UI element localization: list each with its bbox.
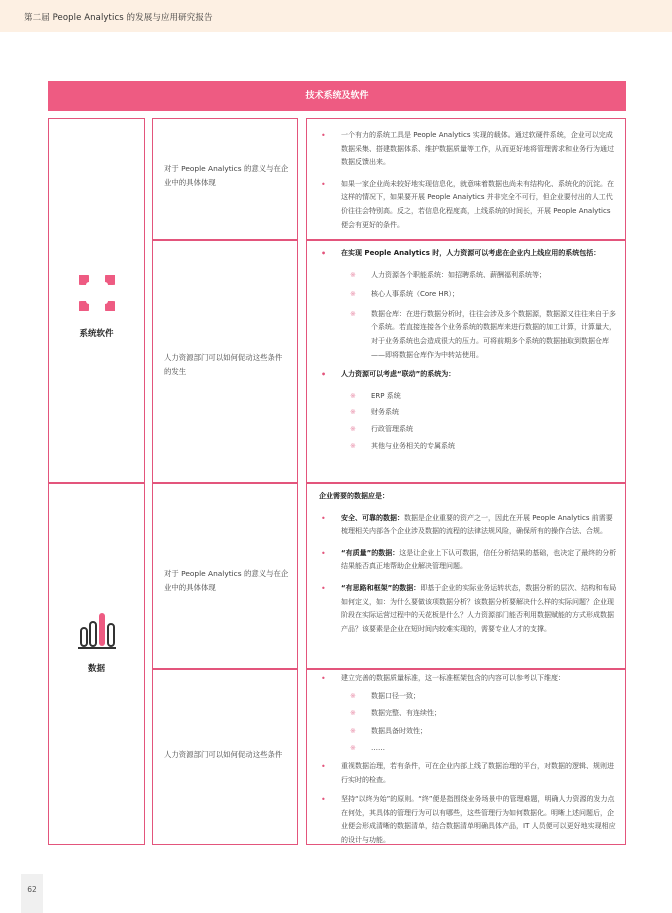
sub-item: ※ …… — [319, 742, 617, 756]
answer-cell — [306, 483, 626, 669]
sub-item: ※ ERP 系统 — [319, 390, 617, 404]
sub-item: ※ 数据具备时效性； — [319, 725, 617, 739]
bar-chart-icon — [78, 610, 116, 650]
bullet-lead: “有思路和框架”的数据： — [341, 583, 421, 592]
page-number: 62 — [21, 874, 43, 913]
bullet-lead: 安全、可靠的数据： — [341, 513, 404, 522]
category-cell-data — [48, 483, 145, 845]
sub-item: ※ 数据完整、有连续性； — [319, 707, 617, 721]
bullet-item — [319, 512, 617, 539]
bullet-item — [319, 547, 617, 574]
sub-item: ※ 数据口径一致； — [319, 690, 617, 704]
table-banner: 技术系统及软件 — [48, 81, 626, 111]
section-heading: 企业需要的数据应是： — [319, 492, 389, 500]
bullet-item: • 坚持“以终为始”的原则。“终”便是指围绕业务场景中的管理难题，明确人力资源的发力点在何处，其具体的管理行为可以有哪些，这些管理行为如何数据化。明晰上述问题后，企业便会形成清晰的数据清单，结合数据清单明确具体产品，IT 人员便可以更好地实现相应的设计与功能。 — [319, 793, 617, 847]
page-header — [0, 0, 672, 32]
question-cell — [152, 118, 298, 240]
answer-cell — [306, 240, 626, 483]
bullet-heading: • 人力资源可以考虑“联动”的系统为： — [319, 368, 617, 382]
bullet-item: • 一个有力的系统工具是 People Analytics 实现的载体。通过软硬件系统，企业可以完成数据采集、搭建数据体系、维护数据质量等工作，从而更好地将管理需求和业务行为通过数据反馈出来。 — [319, 129, 617, 170]
sub-item: ※ 行政管理系统 — [319, 423, 617, 437]
clover-icon — [79, 275, 115, 311]
question-text: 人力资源部门可以如何促动这些条件的发生 — [164, 353, 283, 376]
bullet-item: • 建立完善的数据质量标准，这一标准框架包含的内容可以参考以下维度： — [319, 672, 617, 686]
bullet-text: 即基于企业的实际业务运转状态，数据分析的层次、结构和布局如何定义，如：为什么要做该项数据分析？该数据分析要解决什么样的实际问题？企业现阶段在实际运营过程中的天花板是什么？人力资源部门能否利用数据赋能的方式形成数据产品？该要素是企业在短时间内较难实现的，需要专业人才的支撑。 — [341, 583, 617, 633]
question-text: 人力资源部门可以如何促动这些条件 — [164, 750, 283, 759]
bullet-item: • 重视数据治理，若有条件，可在企业内部上线了数据治理的平台，对数据的逻辑、规则进行实时的检查。 — [319, 760, 617, 787]
category-label: 数据 — [87, 664, 105, 674]
sub-item: ※ 财务系统 — [319, 406, 617, 420]
sub-item: ※ 人力资源各个职能系统：如招聘系统、薪酬福利系统等； — [319, 269, 617, 283]
bullet-item — [319, 582, 617, 636]
category-cell-software — [48, 118, 145, 483]
question-cell — [152, 669, 298, 845]
question-text: 对于 People Analytics 的意义与在企业中的具体体现 — [164, 569, 289, 592]
answer-cell — [306, 118, 626, 240]
bullet-item: • 如果一家企业尚未较好地实现信息化，就意味着数据也尚未有结构化、系统化的沉淀。在这样的情况下，如果要开展 People Anaiytics 并非完全不可行，但企业要付出的人工代价往往会特别高。反之，若信息化程度高，上线系统的时间长，开展 People Analytics 便会有更好的条件。 — [319, 178, 617, 232]
answer-cell — [306, 669, 626, 845]
sub-item: ※ 核心人事系统（Core HR）； — [319, 288, 617, 302]
sub-item: ※ 数据仓库：在进行数据分析时，往往会涉及多个数据源，数据源又往往来自于多个系统。若直接连接各个业务系统的数据库来进行数据的加工计算，计算量大，对于业务系统也会造成很大的压力。可将前期多个系统的数据抽取到数据仓库——即将数据仓库作为中转站使用。 — [319, 308, 617, 362]
bullet-lead: “有质量”的数据： — [341, 548, 400, 557]
category-label: 系统软件 — [79, 329, 114, 339]
bullet-text: 数据是企业重要的资产之一，因此在开展 People Analytics 前需要梳理相关内部各个企业涉及数据的流程的法律法规风险，确保所有的操作合法、合规。 — [341, 513, 613, 536]
bullet-heading: • 在实现 People Analytics 时，人力资源可以考虑在企业内上线应用的系统包括： — [319, 247, 617, 261]
question-cell — [152, 240, 298, 483]
question-text: 对于 People Analytics 的意义与在企业中的具体体现 — [164, 164, 289, 187]
question-cell — [152, 483, 298, 669]
bullet-text: 这是让企业上下认可数据，信任分析结果的基础，也决定了最终的分析结果能否真正地帮助企业解决管理问题。 — [341, 548, 617, 571]
sub-item: ※ 其他与业务相关的专属系统 — [319, 440, 617, 454]
header-title: 第二届 People Analytics 的发展与应用研究报告 — [24, 13, 213, 23]
